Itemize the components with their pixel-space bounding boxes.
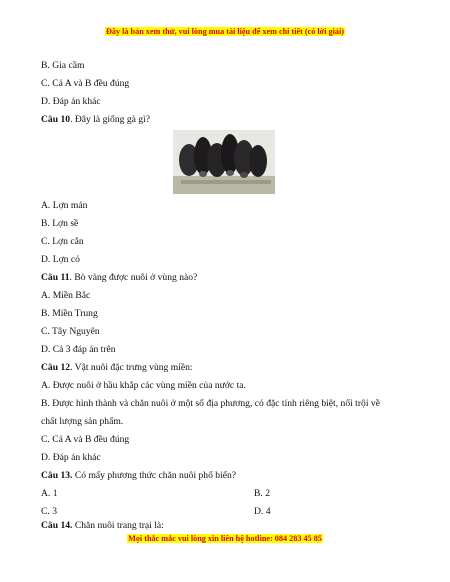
question-text: . Đây là giống gà gì? [70,114,150,125]
hotline-banner: Mọi thắc mắc vui lòng xin liên hệ hotline: 084 283 45 85 [128,534,322,543]
option-prev-c: C. Cả A và B đều đúng [41,78,130,89]
question-number: Câu 10 [41,114,71,125]
question-text: . Bò vàng được nuôi ở vùng nào? [69,272,198,283]
option-11-c: C. Tây Nguyên [41,326,100,337]
question-14 [41,520,164,532]
option-11-d: D. Cả 3 đáp án trên [41,344,116,355]
option-prev-b: B. Gia cầm [41,60,85,71]
question-number: Câu 14. [41,520,73,531]
option-12-b: B. Được hình thành và chăn nuôi ở một số địa phương, có đặc tính riêng biệt, nổi trội về [41,398,380,409]
option-12-b-continued: chất lượng sản phẩm. [41,416,124,427]
question-12 [41,362,193,374]
preview-notice-banner: Đây là bản xem thử, vui lòng mua tài liệu để xem chi tiết (có lời giải) [105,27,344,36]
question-number: Câu 13. [41,470,73,481]
option-13-a: A. 1 [41,488,58,499]
question-text: . Vật nuôi đặc trưng vùng miền: [70,362,193,373]
option-11-b: B. Miền Trung [41,308,98,319]
option-13-d: D. 4 [254,506,271,517]
question-number: Câu 11 [41,272,70,283]
option-10-a: A. Lợn mán [41,200,88,211]
question-13 [41,470,236,482]
question-text: Có mấy phương thức chăn nuôi phổ biến? [72,470,237,481]
question-10 [41,114,150,126]
option-11-a: A. Miền Bắc [41,290,91,301]
option-10-b: B. Lợn sề [41,218,79,229]
black-pigs-photo [173,130,275,194]
option-12-c: C. Cả A và B đều đúng [41,434,130,445]
option-12-d: D. Đáp án khác [41,452,101,463]
question-11 [41,272,197,284]
option-10-d: D. Lợn cỏ [41,254,80,265]
option-10-c: C. Lợn cắn [41,236,84,247]
option-13-c: C. 3 [41,506,57,517]
question-text: Chăn nuôi trang trại là: [72,520,164,531]
option-13-b: B. 2 [254,488,270,499]
option-12-a: A. Được nuôi ở hầu khắp các vùng miền của nước ta. [41,380,246,391]
question-number: Câu 12 [41,362,71,373]
option-prev-d: D. Đáp án khác [41,96,101,107]
